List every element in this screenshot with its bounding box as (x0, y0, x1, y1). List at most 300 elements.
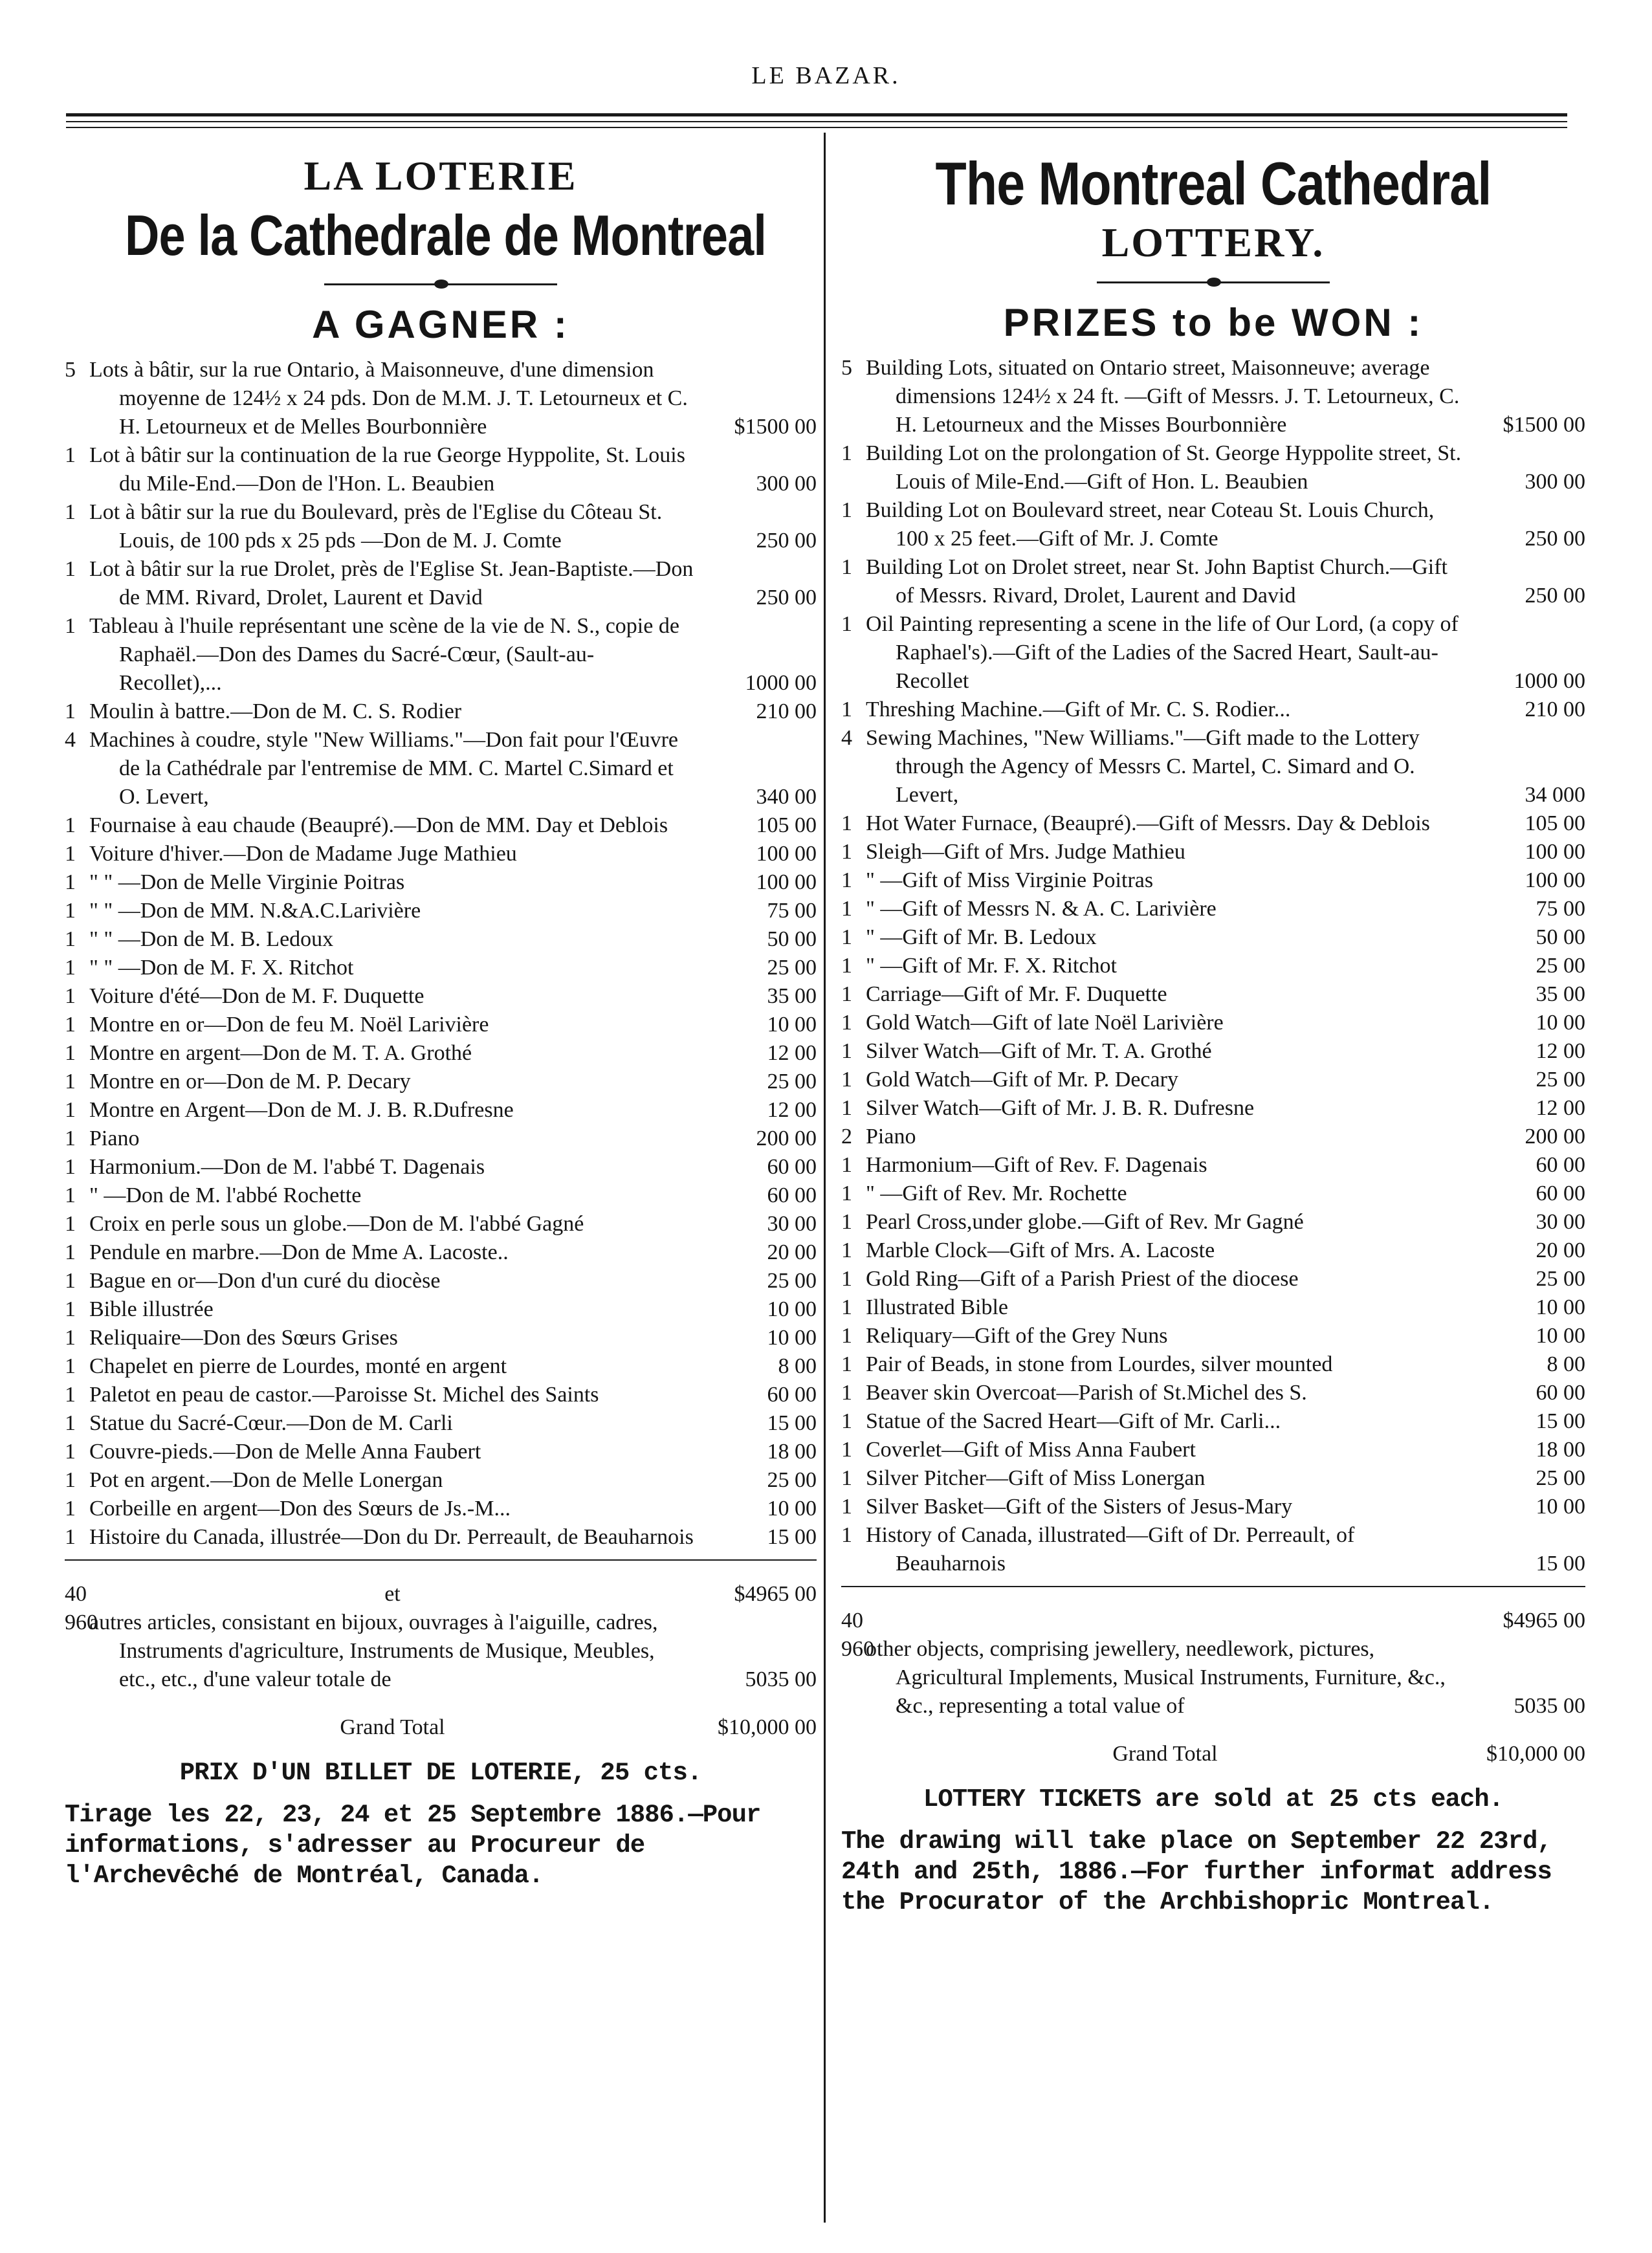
prize-entry (841, 895, 1585, 923)
grand-total-label: Grand Total (1112, 1742, 1218, 1766)
prize-entry (841, 610, 1585, 696)
english-title-line1: The Montreal Cathedral (935, 149, 1492, 217)
prize-description: " —Gift of Mr. F. X. Ritchot (866, 954, 1117, 978)
prize-amount: 25 00 (1536, 1068, 1585, 1092)
prize-entry (65, 1381, 817, 1409)
prize-entry (65, 1238, 817, 1267)
prize-amount: 25 00 (767, 1468, 817, 1492)
prize-amount: 10 00 (1536, 1295, 1585, 1319)
prize-description: Histoire du Canada, illustrée—Don du Dr. Perreault, de Beauharnois (89, 1525, 694, 1549)
prize-entry (65, 925, 817, 954)
prize-entry (65, 1267, 817, 1295)
prize-amount: 210 00 (756, 699, 817, 723)
french-draw-info: Tirage les 22, 23, 24 et 25 Septembre 1886.—Pour informations, s'adresser au Procureur de l'Archevêché de Montréal, Canada. (65, 1801, 761, 1890)
prize-entry (65, 498, 817, 555)
english-prize-list (841, 354, 1585, 1578)
prize-description: Corbeille en argent—Don des Sœurs de Js.-M... (89, 1497, 511, 1521)
prize-amount: 60 00 (1536, 1181, 1585, 1205)
prize-qty: 1 (65, 1041, 76, 1065)
prize-qty: 1 (841, 1438, 852, 1462)
subtotal-rule (65, 1559, 817, 1561)
prize-amount: 35 00 (767, 984, 817, 1008)
prize-entry (841, 724, 1585, 809)
prize-entry (65, 1295, 817, 1324)
ornament-divider (1097, 276, 1330, 289)
prize-qty: 1 (841, 1181, 852, 1205)
prize-entry (65, 726, 817, 811)
prize-entry (65, 1068, 817, 1096)
grand-total-amount: $10,000 00 (718, 1715, 817, 1739)
prize-amount: 105 00 (756, 813, 817, 837)
prize-entry (841, 1265, 1585, 1293)
prize-description: Pendule en marbre.—Don de Mme A. Lacoste.. (89, 1240, 509, 1264)
prize-amount: 25 00 (1536, 1267, 1585, 1291)
prize-description: " " —Don de M. F. X. Ritchot (89, 956, 354, 980)
prize-qty: 1 (65, 699, 76, 723)
prize-qty: 1 (841, 555, 852, 579)
prize-amount: 12 00 (767, 1041, 817, 1065)
english-column (841, 139, 1585, 1918)
prize-entry (65, 811, 817, 840)
header-rule (66, 121, 1567, 122)
prize-description: " —Gift of Mr. B. Ledoux (866, 925, 1097, 949)
prize-entry (841, 838, 1585, 866)
prize-amount: $1500 00 (1503, 413, 1585, 437)
french-title-line2: De la Cathedrale de Montreal (124, 203, 767, 267)
prize-description: Statue of the Sacred Heart—Gift of Mr. Carli... (866, 1409, 1281, 1433)
prize-description: " —Gift of Miss Virginie Poitras (866, 868, 1154, 892)
prize-entry (65, 1495, 817, 1523)
english-title-line2: LOTTERY. (1101, 219, 1325, 265)
prize-entry (841, 496, 1585, 553)
prize-entry (65, 1125, 817, 1153)
prize-entry (65, 868, 817, 897)
prize-description: Pair of Beads, in stone from Lourdes, silver mounted (866, 1352, 1333, 1376)
prize-description: Beaver skin Overcoat—Parish of St.Michel des S. (866, 1381, 1307, 1405)
prize-entry (841, 354, 1585, 439)
prize-entry (841, 1009, 1585, 1037)
prize-qty: 2 (841, 1125, 852, 1148)
prize-amount: 100 00 (756, 842, 817, 866)
prize-amount: 300 00 (756, 472, 817, 496)
prize-entry (65, 982, 817, 1011)
prize-description: " " —Don de MM. N.&A.C.Larivière (89, 899, 421, 923)
prize-amount: 34 000 (1525, 783, 1585, 807)
prize-amount: 75 00 (767, 899, 817, 923)
prize-amount: 75 00 (1536, 897, 1585, 921)
french-prize-heading: A GAGNER : (312, 303, 569, 346)
prize-entry (841, 1037, 1585, 1066)
prize-qty: 1 (841, 868, 852, 892)
prize-entry (841, 1066, 1585, 1094)
prize-amount: 1000 00 (745, 671, 817, 695)
column-divider (824, 133, 826, 2223)
prize-amount: 12 00 (1536, 1096, 1585, 1120)
prize-description: Machines à coudre, style "New Williams."—Don fait pour l'Œuvre de la Cathédrale par l'entremise de MM. C. Martel C.Simard et O. Levert, (89, 728, 679, 809)
others-desc: other objects, comprising jewellery, needlework, pictures, Agricultural Implements, Musical Instruments, Furniture, &c., &c., representing a total value of (866, 1637, 1446, 1718)
prize-amount: 35 00 (1536, 982, 1585, 1006)
prize-description: Coverlet—Gift of Miss Anna Faubert (866, 1438, 1196, 1462)
prize-description: Bague en or—Don d'un curé du diocèse (89, 1269, 441, 1293)
grand-total-label: Grand Total (340, 1715, 445, 1739)
running-head: LE BAZAR. (751, 62, 901, 89)
prize-entry (841, 1322, 1585, 1350)
prize-description: Montre en argent—Don de M. T. A. Grothé (89, 1041, 472, 1065)
prize-qty: 1 (841, 811, 852, 835)
english-grand-total (841, 1740, 1585, 1768)
prize-entry (841, 1521, 1585, 1578)
prize-qty: 1 (65, 899, 76, 923)
prize-amount: $1500 00 (734, 415, 817, 439)
prize-description: Silver Watch—Gift of Mr. J. B. R. Dufresne (866, 1096, 1255, 1120)
prize-entry (65, 840, 817, 868)
prize-description: Silver Basket—Gift of the Sisters of Jesus-Mary (866, 1495, 1293, 1519)
prize-qty: 1 (65, 956, 76, 980)
prize-amount: 300 00 (1525, 470, 1585, 494)
prize-entry (841, 980, 1585, 1009)
prize-description: Voiture d'hiver.—Don de Madame Juge Mathieu (89, 842, 517, 866)
prize-entry (65, 1181, 817, 1210)
prize-amount: 25 00 (1536, 954, 1585, 978)
prize-qty: 1 (841, 1352, 852, 1376)
prize-amount: 12 00 (1536, 1039, 1585, 1063)
prize-entry (841, 809, 1585, 838)
prize-qty: 1 (65, 813, 76, 837)
prize-qty: 1 (841, 1210, 852, 1234)
prize-amount: 25 00 (767, 1070, 817, 1094)
prize-description: History of Canada, illustrated—Gift of Dr. Perreault, of Beauharnois (866, 1523, 1355, 1576)
prize-qty: 1 (65, 927, 76, 951)
prize-description: Pearl Cross,under globe.—Gift of Rev. Mr Gagné (866, 1210, 1304, 1234)
prize-amount: 250 00 (756, 586, 817, 610)
prize-qty: 1 (841, 1096, 852, 1120)
prize-qty: 1 (65, 443, 76, 467)
prize-entry (65, 1011, 817, 1039)
prize-description: Gold Watch—Gift of late Noël Larivière (866, 1011, 1224, 1035)
prize-entry (841, 1436, 1585, 1464)
french-column (65, 139, 817, 1891)
prize-description: Montre en Argent—Don de M. J. B. R.Dufresne (89, 1098, 514, 1122)
prize-amount: 200 00 (1525, 1125, 1585, 1148)
prize-entry (65, 356, 817, 441)
prize-description: Chapelet en pierre de Lourdes, monté en argent (89, 1354, 507, 1378)
prize-qty: 1 (841, 1039, 852, 1063)
english-prize-heading: PRIZES to be WON : (1003, 301, 1424, 344)
prize-entry (841, 1236, 1585, 1265)
prize-amount: 10 00 (1536, 1324, 1585, 1348)
prize-description: " —Don de M. l'abbé Rochette (89, 1183, 362, 1207)
subtotal-amount: $4965 00 (734, 1582, 817, 1606)
prize-entry (65, 555, 817, 612)
english-other-objects (841, 1635, 1585, 1720)
prize-entry (841, 923, 1585, 952)
prize-description: Couvre-pieds.—Don de Melle Anna Faubert (89, 1440, 481, 1464)
prize-qty: 1 (841, 1011, 852, 1035)
others-amount: 5035 00 (745, 1667, 817, 1691)
prize-entry (65, 1324, 817, 1352)
prize-qty: 1 (65, 1297, 76, 1321)
prize-entry (841, 696, 1585, 724)
prize-amount: 18 00 (767, 1440, 817, 1464)
prize-entry (841, 1094, 1585, 1123)
prize-qty: 1 (65, 870, 76, 894)
prize-description: Lot à bâtir sur la continuation de la rue George Hyppolite, St. Louis du Mile-End.—Don de l'Hon. L. Beaubien (89, 443, 685, 496)
prize-qty: 1 (65, 1098, 76, 1122)
prize-description: Lots à bâtir, sur la rue Ontario, à Maisonneuve, d'une dimension moyenne de 124½ x 24 pds. Don de M.M. J. T. Letourneux et C. H. Letourneux et de Melles Bourbonnière (89, 358, 688, 439)
prize-qty: 1 (841, 1238, 852, 1262)
prize-entry (841, 1407, 1585, 1436)
prize-amount: 30 00 (767, 1212, 817, 1236)
prize-description: Lot à bâtir sur la rue Drolet, près de l'Eglise St. Jean-Baptiste.—Don de MM. Rivard, Drolet, Laurent et David (89, 557, 694, 610)
prize-entry (65, 1523, 817, 1552)
french-grand-total (65, 1713, 817, 1742)
prize-amount: 12 00 (767, 1098, 817, 1122)
prize-description: " —Gift of Rev. Mr. Rochette (866, 1181, 1127, 1205)
french-prize-list (65, 356, 817, 1552)
prize-description: Piano (866, 1125, 916, 1148)
prize-description: Hot Water Furnace, (Beaupré).—Gift of Messrs. Day & Deblois (866, 811, 1430, 835)
prize-entry (65, 441, 817, 498)
prize-description: Lot à bâtir sur la rue du Boulevard, près de l'Eglise du Côteau St. Louis, de 100 pds x 25 pds —Don de M. J. Comte (89, 500, 663, 553)
subtotal-qty: 40 (65, 1582, 87, 1606)
prize-qty: 1 (841, 925, 852, 949)
french-subtotal (65, 1580, 817, 1609)
prize-description: Silver Watch—Gift of Mr. T. A. Grothé (866, 1039, 1212, 1063)
others-qty: 960 (841, 1637, 874, 1661)
english-ticket-price: LOTTERY TICKETS are sold at 25 cts each. (923, 1785, 1504, 1814)
prize-entry (65, 1096, 817, 1125)
prize-qty: 1 (841, 840, 852, 864)
prize-description: " " —Don de Melle Virginie Poitras (89, 870, 405, 894)
prize-entry (841, 1208, 1585, 1236)
prize-qty: 1 (65, 1525, 76, 1549)
others-desc: autres articles, consistant en bijoux, ouvrages à l'aiguille, cadres, Instruments d'agriculture, Instruments de Musique, Meubles, etc., etc., d'une valeur totale de (89, 1610, 658, 1691)
prize-description: Building Lot on Drolet street, near St. John Baptist Church.—Gift of Messrs. Rivard, Drolet, Laurent and David (866, 555, 1448, 608)
prize-entry (65, 612, 817, 698)
prize-description: Building Lots, situated on Ontario street, Maisonneuve; average dimensions 124½ x 24 ft. —Gift of Messrs. J. T. Letourneux, C. H. Letourneux and the Misses Bourbonnière (866, 356, 1460, 437)
prize-entry (65, 1039, 817, 1068)
subtotal-amount: $4965 00 (1503, 1609, 1585, 1632)
subtotal-label: et (384, 1582, 401, 1606)
prize-qty: 1 (841, 498, 852, 522)
prize-amount: 10 00 (1536, 1011, 1585, 1035)
ornament-divider (324, 278, 557, 291)
prize-entry (65, 1438, 817, 1466)
prize-description: Harmonium.—Don de M. l'abbé T. Dagenais (89, 1155, 485, 1179)
prize-amount: 100 00 (756, 870, 817, 894)
prize-description: " —Gift of Messrs N. & A. C. Larivière (866, 897, 1217, 921)
prize-qty: 1 (841, 1409, 852, 1433)
prize-entry (65, 1153, 817, 1181)
prize-qty: 1 (841, 441, 852, 465)
prize-description: Voiture d'été—Don de M. F. Duquette (89, 984, 424, 1008)
prize-description: Montre en or—Don de feu M. Noël Larivière (89, 1013, 489, 1037)
prize-amount: 60 00 (767, 1383, 817, 1407)
prize-qty: 1 (841, 897, 852, 921)
prize-entry (841, 1151, 1585, 1180)
prize-qty: 1 (65, 984, 76, 1008)
prize-description: Illustrated Bible (866, 1295, 1009, 1319)
prize-description: Fournaise à eau chaude (Beaupré).—Don de MM. Day et Deblois (89, 813, 668, 837)
prize-entry (65, 897, 817, 925)
prize-amount: 50 00 (767, 927, 817, 951)
prize-qty: 1 (65, 1468, 76, 1492)
prize-qty: 1 (65, 1212, 76, 1236)
prize-qty: 4 (841, 726, 852, 750)
english-draw-info: The drawing will take place on September 22 23rd, 24th and 25th, 1886.—For further informat address the Procurator of the Archbishopric Montreal. (841, 1827, 1552, 1917)
prize-qty: 1 (65, 1383, 76, 1407)
french-ticket-price: PRIX D'UN BILLET DE LOTERIE, 25 cts. (179, 1759, 702, 1787)
prize-amount: 25 00 (1536, 1466, 1585, 1490)
prize-amount: 10 00 (767, 1297, 817, 1321)
others-amount: 5035 00 (1514, 1694, 1585, 1718)
prize-amount: 100 00 (1525, 868, 1585, 892)
prize-amount: 105 00 (1525, 811, 1585, 835)
prize-qty: 5 (65, 358, 76, 382)
prize-amount: 250 00 (756, 529, 817, 553)
prize-entry (841, 1180, 1585, 1208)
prize-qty: 1 (65, 1326, 76, 1350)
prize-amount: 10 00 (1536, 1495, 1585, 1519)
prize-qty: 1 (65, 1155, 76, 1179)
prize-qty: 1 (841, 1295, 852, 1319)
prize-amount: 30 00 (1536, 1210, 1585, 1234)
prize-entry (65, 954, 817, 982)
prize-qty: 1 (841, 982, 852, 1006)
prize-qty: 1 (65, 1070, 76, 1094)
prize-qty: 1 (841, 1466, 852, 1490)
prize-amount: 340 00 (756, 785, 817, 809)
prize-description: Threshing Machine.—Gift of Mr. C. S. Rodier... (866, 698, 1291, 721)
prize-qty: 1 (841, 1267, 852, 1291)
prize-entry (841, 1293, 1585, 1322)
prize-description: Marble Clock—Gift of Mrs. A. Lacoste (866, 1238, 1215, 1262)
prize-amount: 60 00 (1536, 1153, 1585, 1177)
prize-amount: 15 00 (1536, 1409, 1585, 1433)
subtotal-rule (841, 1586, 1585, 1587)
prize-entry (65, 1409, 817, 1438)
prize-qty: 1 (841, 698, 852, 721)
prize-entry (841, 553, 1585, 610)
prize-qty: 1 (65, 1183, 76, 1207)
prize-qty: 1 (65, 557, 76, 581)
prize-qty: 1 (65, 1013, 76, 1037)
prize-description: Tableau à l'huile représentant une scène de la vie de N. S., copie de Raphaël.—Don des Dames du Sacré-Cœur, (Sault-au-Recollet),... (89, 614, 679, 695)
prize-qty: 1 (841, 1068, 852, 1092)
prize-description: Oil Painting representing a scene in the life of Our Lord, (a copy of Raphael's).—Gift of the Ladies of the Sacred Heart, Sault-au-Recollet (866, 612, 1459, 693)
prize-amount: 15 00 (767, 1411, 817, 1435)
prize-amount: 25 00 (767, 956, 817, 980)
prize-description: " " —Don de M. B. Ledoux (89, 927, 334, 951)
prize-amount: 250 00 (1525, 527, 1585, 551)
prize-qty: 1 (65, 614, 76, 638)
prize-description: Reliquaire—Don des Sœurs Grises (89, 1326, 398, 1350)
prize-qty: 1 (65, 1269, 76, 1293)
prize-qty: 1 (841, 1324, 852, 1348)
prize-amount: 200 00 (756, 1126, 817, 1150)
prize-description: Building Lot on the prolongation of St. George Hyppolite street, St. Louis of Mile-End.—Gift of Hon. L. Beaubien (866, 441, 1462, 494)
prize-qty: 5 (841, 356, 852, 380)
prize-qty: 4 (65, 728, 76, 752)
prize-entry (841, 866, 1585, 895)
prize-qty: 1 (65, 1440, 76, 1464)
prize-qty: 1 (65, 1240, 76, 1264)
prize-qty: 1 (841, 1523, 852, 1547)
others-qty: 960 (65, 1610, 98, 1634)
prize-description: Pot en argent.—Don de Melle Lonergan (89, 1468, 443, 1492)
prize-amount: 20 00 (1536, 1238, 1585, 1262)
prize-qty: 1 (65, 1497, 76, 1521)
prize-qty: 1 (841, 1381, 852, 1405)
prize-description: Piano (89, 1126, 140, 1150)
prize-amount: 210 00 (1525, 698, 1585, 721)
prize-entry (841, 1464, 1585, 1493)
prize-entry (841, 952, 1585, 980)
english-subtotal (841, 1607, 1585, 1635)
prize-amount: 1000 00 (1514, 669, 1585, 693)
prize-entry (841, 1123, 1585, 1151)
prize-description: Gold Watch—Gift of Mr. P. Decary (866, 1068, 1178, 1092)
grand-total-amount: $10,000 00 (1486, 1742, 1585, 1766)
prize-entry (65, 1210, 817, 1238)
prize-amount: 10 00 (767, 1013, 817, 1037)
prize-amount: 250 00 (1525, 584, 1585, 608)
prize-description: Harmonium—Gift of Rev. F. Dagenais (866, 1153, 1207, 1177)
prize-description: Sleigh—Gift of Mrs. Judge Mathieu (866, 840, 1185, 864)
prize-qty: 1 (841, 612, 852, 636)
prize-entry (65, 698, 817, 726)
prize-description: Gold Ring—Gift of a Parish Priest of the diocese (866, 1267, 1299, 1291)
prize-amount: 25 00 (767, 1269, 817, 1293)
prize-description: Paletot en peau de castor.—Paroisse St. Michel des Saints (89, 1383, 599, 1407)
subtotal-qty: 40 (841, 1609, 863, 1632)
prize-description: Carriage—Gift of Mr. F. Duquette (866, 982, 1167, 1006)
prize-description: Statue du Sacré-Cœur.—Don de M. Carli (89, 1411, 453, 1435)
prize-entry (841, 439, 1585, 496)
prize-amount: 8 00 (1547, 1352, 1585, 1376)
prize-entry (65, 1352, 817, 1381)
prize-amount: 15 00 (767, 1525, 817, 1549)
prize-entry (841, 1350, 1585, 1379)
prize-amount: 10 00 (767, 1326, 817, 1350)
prize-entry (65, 1466, 817, 1495)
prize-amount: 50 00 (1536, 925, 1585, 949)
prize-description: Bible illustrée (89, 1297, 214, 1321)
prize-description: Montre en or—Don de M. P. Decary (89, 1070, 411, 1094)
prize-amount: 20 00 (767, 1240, 817, 1264)
prize-amount: 60 00 (767, 1183, 817, 1207)
prize-amount: 15 00 (1536, 1552, 1585, 1576)
prize-amount: 60 00 (1536, 1381, 1585, 1405)
prize-description: Reliquary—Gift of the Grey Nuns (866, 1324, 1168, 1348)
prize-qty: 1 (65, 1411, 76, 1435)
prize-qty: 1 (65, 1354, 76, 1378)
header-rule (66, 127, 1567, 128)
french-title-line1: LA LOTERIE (303, 153, 578, 199)
prize-qty: 1 (841, 1153, 852, 1177)
prize-qty: 1 (841, 1495, 852, 1519)
prize-qty: 1 (65, 500, 76, 524)
prize-amount: 100 00 (1525, 840, 1585, 864)
prize-description: Silver Pitcher—Gift of Miss Lonergan (866, 1466, 1206, 1490)
prize-description: Building Lot on Boulevard street, near Coteau St. Louis Church, 100 x 25 feet.—Gift of Mr. J. Comte (866, 498, 1435, 551)
prize-entry (841, 1493, 1585, 1521)
prize-amount: 18 00 (1536, 1438, 1585, 1462)
prize-qty: 1 (841, 954, 852, 978)
prize-entry (841, 1379, 1585, 1407)
prize-qty: 1 (65, 842, 76, 866)
prize-amount: 10 00 (767, 1497, 817, 1521)
